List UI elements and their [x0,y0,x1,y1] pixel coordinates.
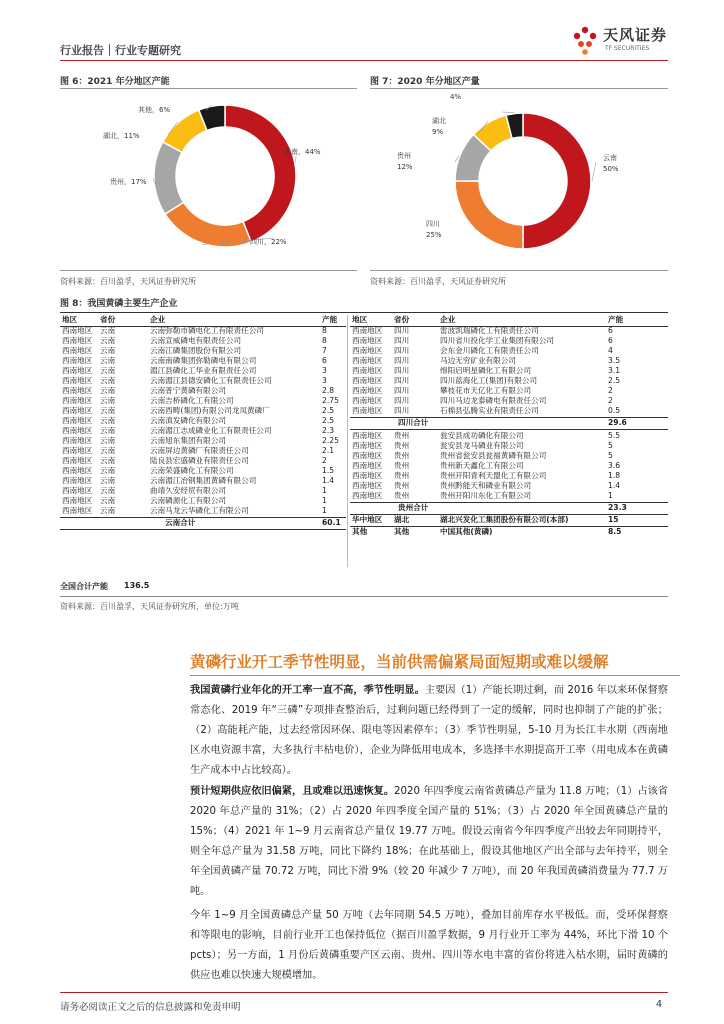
body-cell: 西南地区 [352,471,383,480]
body-cell: 石棉县弘腾实业有限责任公司 [440,406,539,415]
body-cell: 云南磷源化工有限公司 [150,496,226,505]
body-cell: 贵州 [394,441,410,450]
header-cell: 企业 [440,315,456,324]
paragraph-2 [190,782,668,902]
body-cell: 云南 [100,506,116,515]
table-row [350,471,668,481]
body-cell: 云南弥勒市磷电化工有限责任公司 [150,326,264,335]
table-row [60,446,346,456]
body-cell: 四川省川投化学工业集团有限公司 [440,336,554,345]
subtotal-cell: 云南合计 [165,518,196,527]
table-row [350,396,668,406]
body-cell: 云南 [100,426,116,435]
body-cell: 四川 [394,406,410,415]
table-subtotal-row [350,418,668,428]
body-cell: 1.4 [608,481,621,490]
paragraph-2-lead: 预计短期供应依旧偏紧，且或难以迅速恢复。 [190,786,395,797]
fig6-chart [60,90,360,266]
table-row [60,496,346,506]
body-cell: 西南地区 [62,406,93,415]
header-cell: 省份 [100,315,116,324]
body-cell: 湄江县磷化工华业有限责任公司 [150,366,257,375]
body-cell: 西南地区 [62,426,93,435]
leader-line-云南 [592,162,596,181]
table-row [350,376,668,386]
body-cell: 瓮安县成功磷化有限公司 [440,431,524,440]
paragraph-3: 今年 1~9 月全国黄磷总产量 50 万吨（去年同期 54.5 万吨），叠加目前库存水平极低。而，受环保督察和等限电的影响，目前行业开工也保持低位（据百川盈孚数据，9 月行业开工率为 44%，环比下滑 10 个 pcts）；另一方面，1 月份后黄磷重要产区云南、贵州、四川等水电丰富的省份将进入枯水期，届时黄磷的供应也难以快速大规模增加。 [190,910,668,981]
slice-四川 [165,202,251,247]
body-cell: 2.1 [322,446,335,455]
fig8-table-left [60,315,346,570]
body-cell: 西南地区 [62,336,93,345]
body-cell: 西南地区 [62,466,93,475]
body-cell: 2.8 [322,386,335,395]
body-cell: 云南 [100,456,116,465]
body-cell: 5.5 [608,431,621,440]
body-cell: 贵州黔能天和磷业有限公司 [440,481,532,490]
body-cell: 西南地区 [62,376,93,385]
body-cell: 云南 [100,376,116,385]
table-row [60,376,346,386]
body-cell: 西南地区 [352,336,383,345]
body-cell: 3.5 [608,356,621,365]
header-cell: 企业 [150,315,166,324]
body-cell: 3.6 [608,461,621,470]
body-cell: 湖北 [394,515,410,524]
body-cell: 4 [608,346,613,355]
body-cell: 西南地区 [352,366,383,375]
body-cell: 四川 [394,326,410,335]
table-row [60,326,346,336]
body-cell: 西南地区 [352,346,383,355]
body-cell: 贵州省瓮安县瓮福黄磷有限公司 [440,451,547,460]
body-cell: 云南 [100,446,116,455]
body-cell: 2.5 [322,416,335,425]
body-cell: 2.5 [322,406,335,415]
fig7-source: 资料来源：百川盈孚，天风证券研究所 [370,277,506,286]
fig8-table-right [350,315,668,570]
table-row [350,326,668,336]
report-category: 行业报告｜行业专题研究 [60,44,181,57]
data-label-云南: 50% [603,165,619,173]
body-cell: 1 [322,506,327,515]
table-row [350,366,668,376]
table-subtotal-row [60,518,346,528]
table-row [350,451,668,461]
body-cell: 西南地区 [62,446,93,455]
subtotal-cell: 贵州合计 [398,503,429,512]
body-cell: 贵州 [394,461,410,470]
body-cell: 陆良县宏盛磷业有限责任公司 [150,456,249,465]
table-row [350,515,668,525]
table-rule [350,429,668,430]
body-cell: 四川 [394,386,410,395]
paragraph-2-body: 2020 年四季度云南省黄磷总产量为 11.8 万吨；（1）占该省 2020 年总产量的 31%；（2）占 2020 年四季度全国产量的 51%；（3）占 2020 年全国黄磷总产量的 15%；（4）2021 年 1~9 月云南省总产量仅 19.77 万吨。假设云南省今年四季度产出较去年同期持平，则全年总产量为 31.58 万吨，同比下降约 18%；在此基础上，假设其他地区产出全部与去年持平，则全年全国黄磷产量 70.72 万吨，同比下滑 9%（较 20 年减少 7 万吨），而 20 年我国黄磷消费量为 77.7 万吨。 [190,786,668,897]
section-heading: 黄磷行业开工季节性明显，当前供需偏紧局面短期或难以缓解 [190,653,609,671]
slice-贵州 [154,142,184,214]
body-cell: 云南 [100,336,116,345]
body-cell: 7 [322,346,327,355]
body-cell: 云南湄江志成磷业化工有限责任公司 [150,426,272,435]
body-cell: 贵州 [394,491,410,500]
logo-subtext: TF SECURITIES [605,45,650,52]
table-row [350,336,668,346]
data-label-四川: 四川，22% [250,238,287,246]
body-cell: 中国其他(黄磷) [440,527,493,536]
body-cell: 四川 [394,366,410,375]
body-cell: 云南滇发磷化有限公司 [150,416,226,425]
fig8-title: 图 8：我国黄磷主要生产企业 [60,299,178,309]
body-cell: 云南湄江县德安磷化工有限责任公司 [150,376,272,385]
table-row [350,461,668,471]
data-label-其他: 其他，6% [138,106,171,114]
fig7-chart [370,90,668,266]
body-cell: 云南 [100,386,116,395]
body-cell: 2 [608,396,613,405]
body-cell: 瓮安县龙马磷业有限公司 [440,441,524,450]
body-cell: 四川 [394,356,410,365]
data-label-湖北: 9% [432,128,444,136]
body-cell: 西南地区 [62,366,93,375]
table-row [350,491,668,501]
section-heading-rule [190,675,680,676]
body-cell: 1.5 [322,466,335,475]
body-cell: 贵州 [394,431,410,440]
paragraph-1-body: 主要因（1）产能长期过剩，而 2016 年以来环保督察常态化、2019 年“三磷”专项排查整治后，过剩问题已经得到了一定的缓解，同时也抑制了产能的扩张；（2）高能耗产能，过去经常因环保、限电等因素停车；（3）季节性明显，5-10 月为长江丰水期（西南地区水电资源丰富，大多执行丰枯电价），企业为降低用电成本，多选择丰水期提高开工率（用电成本在黄磷生产成本中占比较高）。 [190,685,669,776]
table-row [350,431,668,441]
body-cell: 1 [322,496,327,505]
body-cell: 6 [322,356,327,365]
body-cell: 四川蓝海化工(集团)有限公司 [440,376,538,385]
body-cell: 5 [608,451,613,460]
body-cell: 曲靖久安经贸有限公司 [150,486,226,495]
header-cell: 产能 [608,315,624,324]
page-number: 4 [656,999,663,1010]
body-cell: 西南地区 [352,386,383,395]
body-cell: 西南地区 [352,376,383,385]
body-cell: 云南 [100,366,116,375]
data-label-贵州: 贵州 [397,152,411,160]
body-cell: 云南 [100,496,116,505]
data-label-贵州: 贵州，17% [110,178,147,186]
logo-mark-icon [574,27,596,55]
table-row [60,476,346,486]
subtotal-cell: 60.1 [322,518,341,527]
body-cell: 5 [608,441,613,450]
data-label-云南: 云南 [603,154,617,162]
header-cell: 省份 [394,315,410,324]
body-cell: 西南地区 [352,431,383,440]
body-cell: 6 [608,326,613,335]
body-cell: 四川 [394,396,410,405]
body-cell: 西南地区 [352,326,383,335]
fig8-national-total-value: 136.5 [124,581,150,590]
body-cell: 贵州开阳川东化工有限公司 [440,491,532,500]
paragraph-1 [190,681,668,781]
body-cell: 云南宣威磷电有限责任公司 [150,336,242,345]
table-row [350,406,668,416]
body-cell: 云南 [100,466,116,475]
body-cell: 云南 [100,436,116,445]
body-cell: 8 [322,336,327,345]
fig6-rule-bottom [60,270,357,271]
footer-rule [60,992,668,993]
body-cell: 云南 [100,416,116,425]
body-cell: 西南地区 [62,456,93,465]
body-cell: 西南地区 [352,406,383,415]
body-cell: 其他 [352,527,368,536]
slice-云南 [225,105,296,242]
body-cell: 西南地区 [352,461,383,470]
slice-云南 [523,113,591,249]
slice-湖北 [163,110,207,152]
body-cell: 云南 [100,486,116,495]
table-row [60,366,346,376]
logo-text: 天风证券 [603,26,668,44]
subtotal-cell: 23.3 [608,503,627,512]
body-cell: 2.5 [608,376,621,385]
body-cell: 1 [608,491,613,500]
slice-四川 [455,181,523,249]
table-row [350,346,668,356]
table-row [350,386,668,396]
body-cell: 1 [322,486,327,495]
fig8-rule-top [60,312,668,313]
table-row [60,336,346,346]
data-label-湖北: 湖北，11% [103,132,140,140]
body-cell: 云南江磷集团股份有限公司 [150,346,242,355]
fig8-source: 资料来源：百川盈孚，天风证券研究所，单位:万吨 [60,602,239,611]
body-cell: 西南地区 [352,491,383,500]
header-rule [60,60,668,61]
body-cell: 四川 [394,336,410,345]
table-row [350,441,668,451]
table-row [60,486,346,496]
body-cell: 攀枝花市天亿化工有限公司 [440,386,532,395]
body-cell: 云南南磷集团弥勒磷电有限公司 [150,356,257,365]
body-cell: 西南地区 [62,506,93,515]
body-cell: 华中地区 [352,515,383,524]
body-cell: 贵州 [394,481,410,490]
body-cell: 2 [322,456,327,465]
table-row [60,456,346,466]
table-row [350,315,668,325]
table-row [60,386,346,396]
table-row [350,481,668,491]
table-row [60,406,346,416]
body-cell: 四川马边龙泰磷电有限责任公司 [440,396,547,405]
body-cell: 西南地区 [62,356,93,365]
body-cell: 四川 [394,376,410,385]
subtotal-cell: 29.6 [608,418,627,427]
fig8-rule-bottom [60,596,668,597]
body-cell: 1.4 [322,476,335,485]
paragraph-1-lead: 我国黄磷行业年化的开工率一直不高，季节性明显。 [190,685,425,696]
body-cell: 3 [322,366,327,375]
body-cell: 云南 [100,476,116,485]
body-cell: 贵州 [394,451,410,460]
data-label-云南: 云南，44% [284,148,321,156]
body-cell: 西南地区 [62,486,93,495]
body-cell: 6 [608,336,613,345]
body-cell: 西南地区 [62,416,93,425]
body-cell: 3 [322,376,327,385]
table-rule [60,529,346,530]
body-cell: 云南西畴(集团)有限公司龙凤黄磷厂 [150,406,270,415]
body-cell: 云南马龙云华磷化工有限公司 [150,506,249,515]
body-cell: 西南地区 [352,441,383,450]
body-cell: 2.3 [322,426,335,435]
body-cell: 贵州新天鑫化工有限公司 [440,461,524,470]
table-row [350,527,668,537]
body-cell: 马边无穷矿业有限公司 [440,356,516,365]
body-cell: 西南地区 [62,386,93,395]
body-cell: 云南 [100,396,116,405]
body-cell: 0.5 [608,406,621,415]
body-cell: 云南 [100,356,116,365]
body-cell: 西南地区 [62,396,93,405]
body-cell: 1.8 [608,471,621,480]
body-cell: 云南 [100,346,116,355]
header-cell: 产能 [322,315,338,324]
body-cell: 8 [322,326,327,335]
subtotal-cell: 四川合计 [398,418,429,427]
body-cell: 贵州开阳青利天盟化工有限公司 [440,471,547,480]
body-cell: 3.1 [608,366,621,375]
table-row [60,346,346,356]
body-cell: 西南地区 [352,451,383,460]
body-cell: 贵州 [394,471,410,480]
footer-disclaimer: 请务必阅读正文之后的信息披露和免责申明 [60,1002,241,1013]
fig7-title: 图 7：2020 年分地区产量 [370,77,480,87]
body-cell: 会东金川磷化工有限责任公司 [440,346,539,355]
table-row [60,426,346,436]
data-label-贵州: 12% [397,163,413,171]
body-cell: 15 [608,515,619,524]
body-cell: 绵阳启明星磷化工有限公司 [440,366,532,375]
fig8-column-divider [347,315,348,567]
fig7-rule [370,88,668,89]
body-cell: 西南地区 [62,326,93,335]
body-cell: 西南地区 [352,356,383,365]
table-row [60,315,346,325]
body-cell: 西南地区 [62,496,93,505]
table-subtotal-row [350,503,668,513]
body-cell: 云南屏边黄磷厂有限责任公司 [150,446,249,455]
data-label-四川: 四川 [426,220,440,228]
fig6-source: 资料来源：百川盈孚，天风证券研究所 [60,277,196,286]
body-cell: 云南 [100,406,116,415]
body-cell: 2.25 [322,436,339,445]
body-cell: 湖北兴发化工集团股份有限公司(本部) [440,515,569,524]
data-label-四川: 25% [426,231,442,239]
body-cell: 西南地区 [62,476,93,485]
table-row [60,506,346,516]
fig6-rule [60,88,357,89]
fig7-rule-bottom [370,270,668,271]
data-label-湖北: 湖北 [432,117,446,125]
body-cell: 西南地区 [352,396,383,405]
body-cell: 其他 [394,527,410,536]
body-cell: 四川 [394,346,410,355]
body-cell: 2 [608,386,613,395]
table-row [60,416,346,426]
data-label-中国其他: 4% [450,93,462,101]
body-cell: 雷波凯瑞磷化工有限责任公司 [440,326,539,335]
body-cell: 云南 [100,326,116,335]
body-cell: 西南地区 [352,481,383,490]
table-row [350,356,668,366]
body-cell: 西南地区 [62,346,93,355]
table-row [60,466,346,476]
body-cell: 8.5 [608,527,622,536]
body-cell: 云南普宁黄磷有限公司 [150,386,226,395]
table-row [60,396,346,406]
body-cell: 云南旭东集团有限公司 [150,436,226,445]
fig8-national-total-label: 全国合计产能 [60,582,108,591]
fig6-title: 图 6：2021 年分地区产能 [60,77,170,87]
table-row [60,356,346,366]
header-cell: 地区 [62,315,78,324]
body-cell: 2.75 [322,396,339,405]
body-cell: 云南荣盛磷化工有限公司 [150,466,234,475]
header-cell: 地区 [352,315,368,324]
table-row [60,436,346,446]
leader-line-中国其他 [502,112,514,113]
body-cell: 云南湄江冶钢集团黄磷有限公司 [150,476,257,485]
body-cell: 西南地区 [62,436,93,445]
body-cell: 云南吉桥磷化工有限公司 [150,396,234,405]
